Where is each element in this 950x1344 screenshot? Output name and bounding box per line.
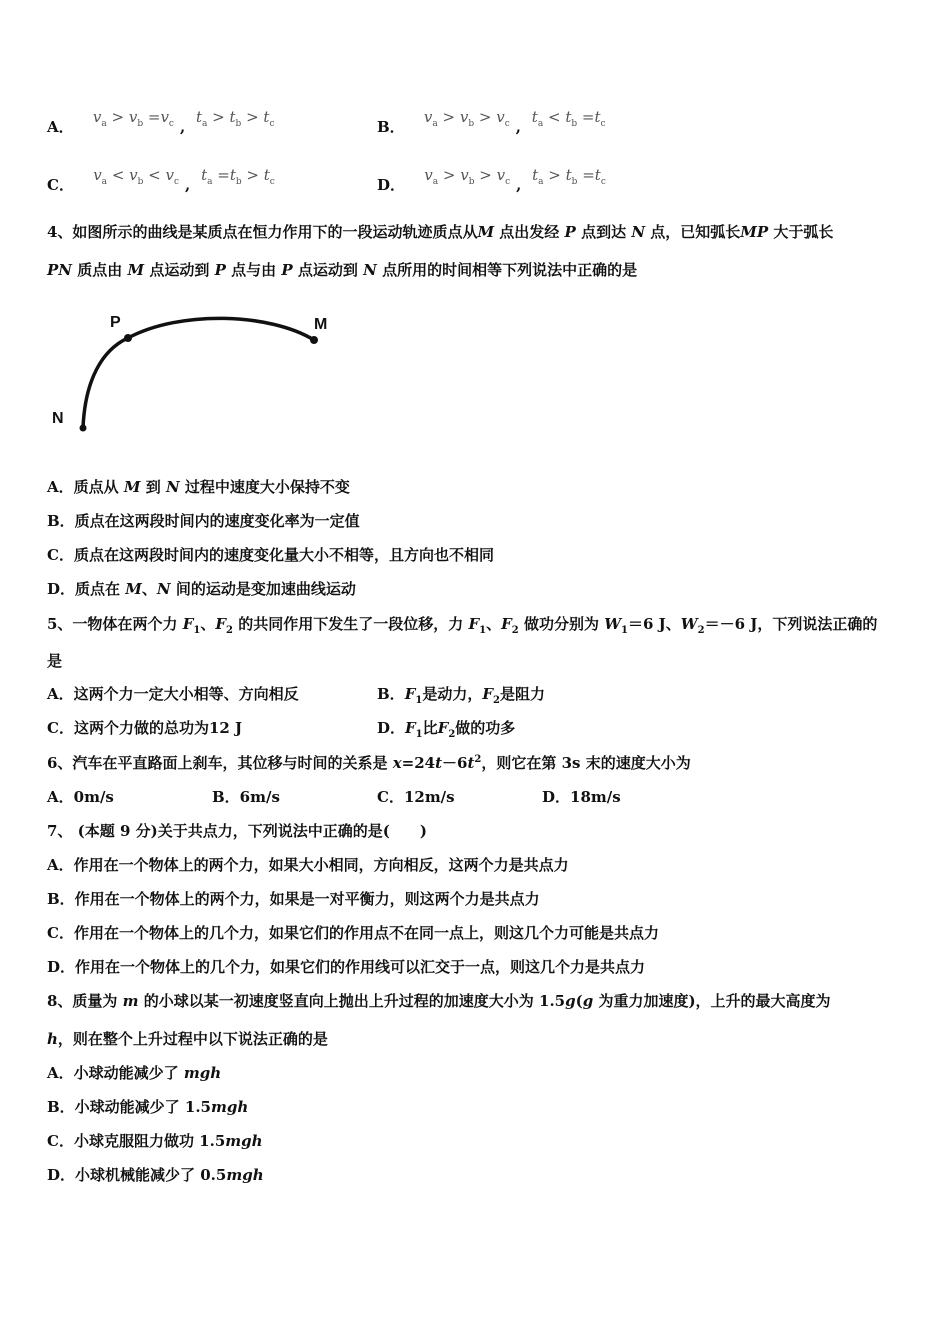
q6-option-d: D．18m/s: [542, 788, 621, 806]
label-n: N: [52, 410, 64, 427]
q8-stem-line-1: 8、质量为 m 的小球以某一初速度竖直向上抛出上升过程的加速度大小为 1.5g(g 为重力加速度)，上升的最大高度为: [47, 992, 831, 1010]
q5-option-d: D．$F_1$比$F_2$做的功多: [377, 719, 516, 740]
q4-option-d: D．质点在 M、N 间的运动是变加速曲线运动: [47, 580, 356, 598]
q4-option-b: B．质点在这两段时间内的速度变化率为一定值: [47, 512, 360, 530]
q6-option-b: B．6m/s: [212, 788, 280, 806]
q4-option-a: A．质点从 M 到 N 过程中速度大小保持不变: [47, 478, 350, 496]
q3-option-a-formula: $v_a > v_b =v_c$ , $t_a > t_b > t_c$: [92, 108, 275, 136]
q6-stem: 6、汽车在平直路面上刹车，其位移与时间的关系是 $x=24t-6t^2$，则它在第 3s 末的速度大小为: [47, 754, 691, 772]
point-p-dot: [124, 334, 132, 342]
q3-option-c-formula: $v_a < v_b < v_c$ , $t_a =t_b > t_c$: [93, 166, 275, 194]
q3-options-row-1: [47, 110, 907, 144]
point-m-dot: [310, 336, 318, 344]
q6-option-a: A．0m/s: [47, 788, 114, 806]
q3-option-b-label: B．: [377, 118, 405, 136]
q3-option-c-label: C．: [47, 176, 74, 194]
trajectory-figure: [40, 295, 340, 445]
trajectory-curve: [83, 318, 314, 428]
q3-option-d-label: D．: [377, 176, 406, 194]
q7-option-c: C．作用在一个物体上的几个力，如果它们的作用点不在同一点上，则这几个力可能是共点力: [47, 924, 659, 942]
q3-option-b-formula: $v_a > v_b > v_c$ , $t_a < t_b =t_c$: [423, 108, 606, 136]
point-n-dot: [80, 425, 87, 432]
q3-option-a-label: A．: [47, 118, 74, 136]
q5-option-c: C．这两个力做的总功为12 J: [47, 719, 243, 737]
q3-option-c: [47, 166, 275, 197]
q4-stem-line-1: 4、如图所示的曲线是某质点在恒力作用下的一段运动轨迹质点从M 点出发经 P 点到达 N 点，已知弧长MP 大于弧长: [47, 223, 834, 241]
q5-stem-line-1: 5、一物体在两个力 $F_1$、$F_2$ 的共同作用下发生了一段位移，力 $F_1$、$F_2$ 做功分别为 $W_1=6$ J、$W_2=-6$ J，下列说法正确的: [47, 615, 878, 636]
q5-stem-line-2: 是: [47, 652, 63, 670]
q7-option-b: B．作用在一个物体上的两个力，如果是一对平衡力，则这两个力是共点力: [47, 890, 540, 908]
q3-option-d-formula: $v_a > v_b > v_c$ , $t_a > t_b =t_c$: [424, 166, 606, 194]
q7-stem: 7、 (本题 9 分)关于共点力，下列说法中正确的是( ): [47, 822, 427, 840]
q4-option-c: C．质点在这两段时间内的速度变化量大小不相等，且方向也不相同: [47, 546, 494, 564]
q8-option-c: C．小球克服阻力做功 1.5mgh: [47, 1132, 263, 1150]
label-m: M: [314, 316, 328, 333]
q8-option-b: B．小球动能减少了 1.5mgh: [47, 1098, 249, 1116]
label-p: P: [110, 314, 121, 331]
q4-stem-line-2: PN 质点由 M 点运动到 P 点与由 P 点运动到 N 点所用的时间相等下列说法中正确的是: [47, 261, 638, 279]
q8-stem-line-2: h，则在整个上升过程中以下说法正确的是: [47, 1030, 328, 1048]
q7-option-a: A．作用在一个物体上的两个力，如果大小相同，方向相反，这两个力是共点力: [47, 856, 569, 874]
q5-option-a: A．这两个力一定大小相等、方向相反: [47, 685, 299, 703]
q7-option-d: D．作用在一个物体上的几个力，如果它们的作用线可以汇交于一点，则这几个力是共点力: [47, 958, 646, 976]
q5-option-b: B．$F_1$是动力，$F_2$是阻力: [377, 685, 545, 706]
q6-option-c: C．12m/s: [377, 788, 455, 806]
q8-option-a: A．小球动能减少了 mgh: [47, 1064, 222, 1082]
q3-option-b: [377, 108, 606, 139]
q3-option-a: [47, 108, 275, 139]
q3-options-row-2: [47, 168, 907, 202]
q8-option-d: D．小球机械能减少了 0.5mgh: [47, 1166, 264, 1184]
q3-option-d: [377, 166, 606, 197]
